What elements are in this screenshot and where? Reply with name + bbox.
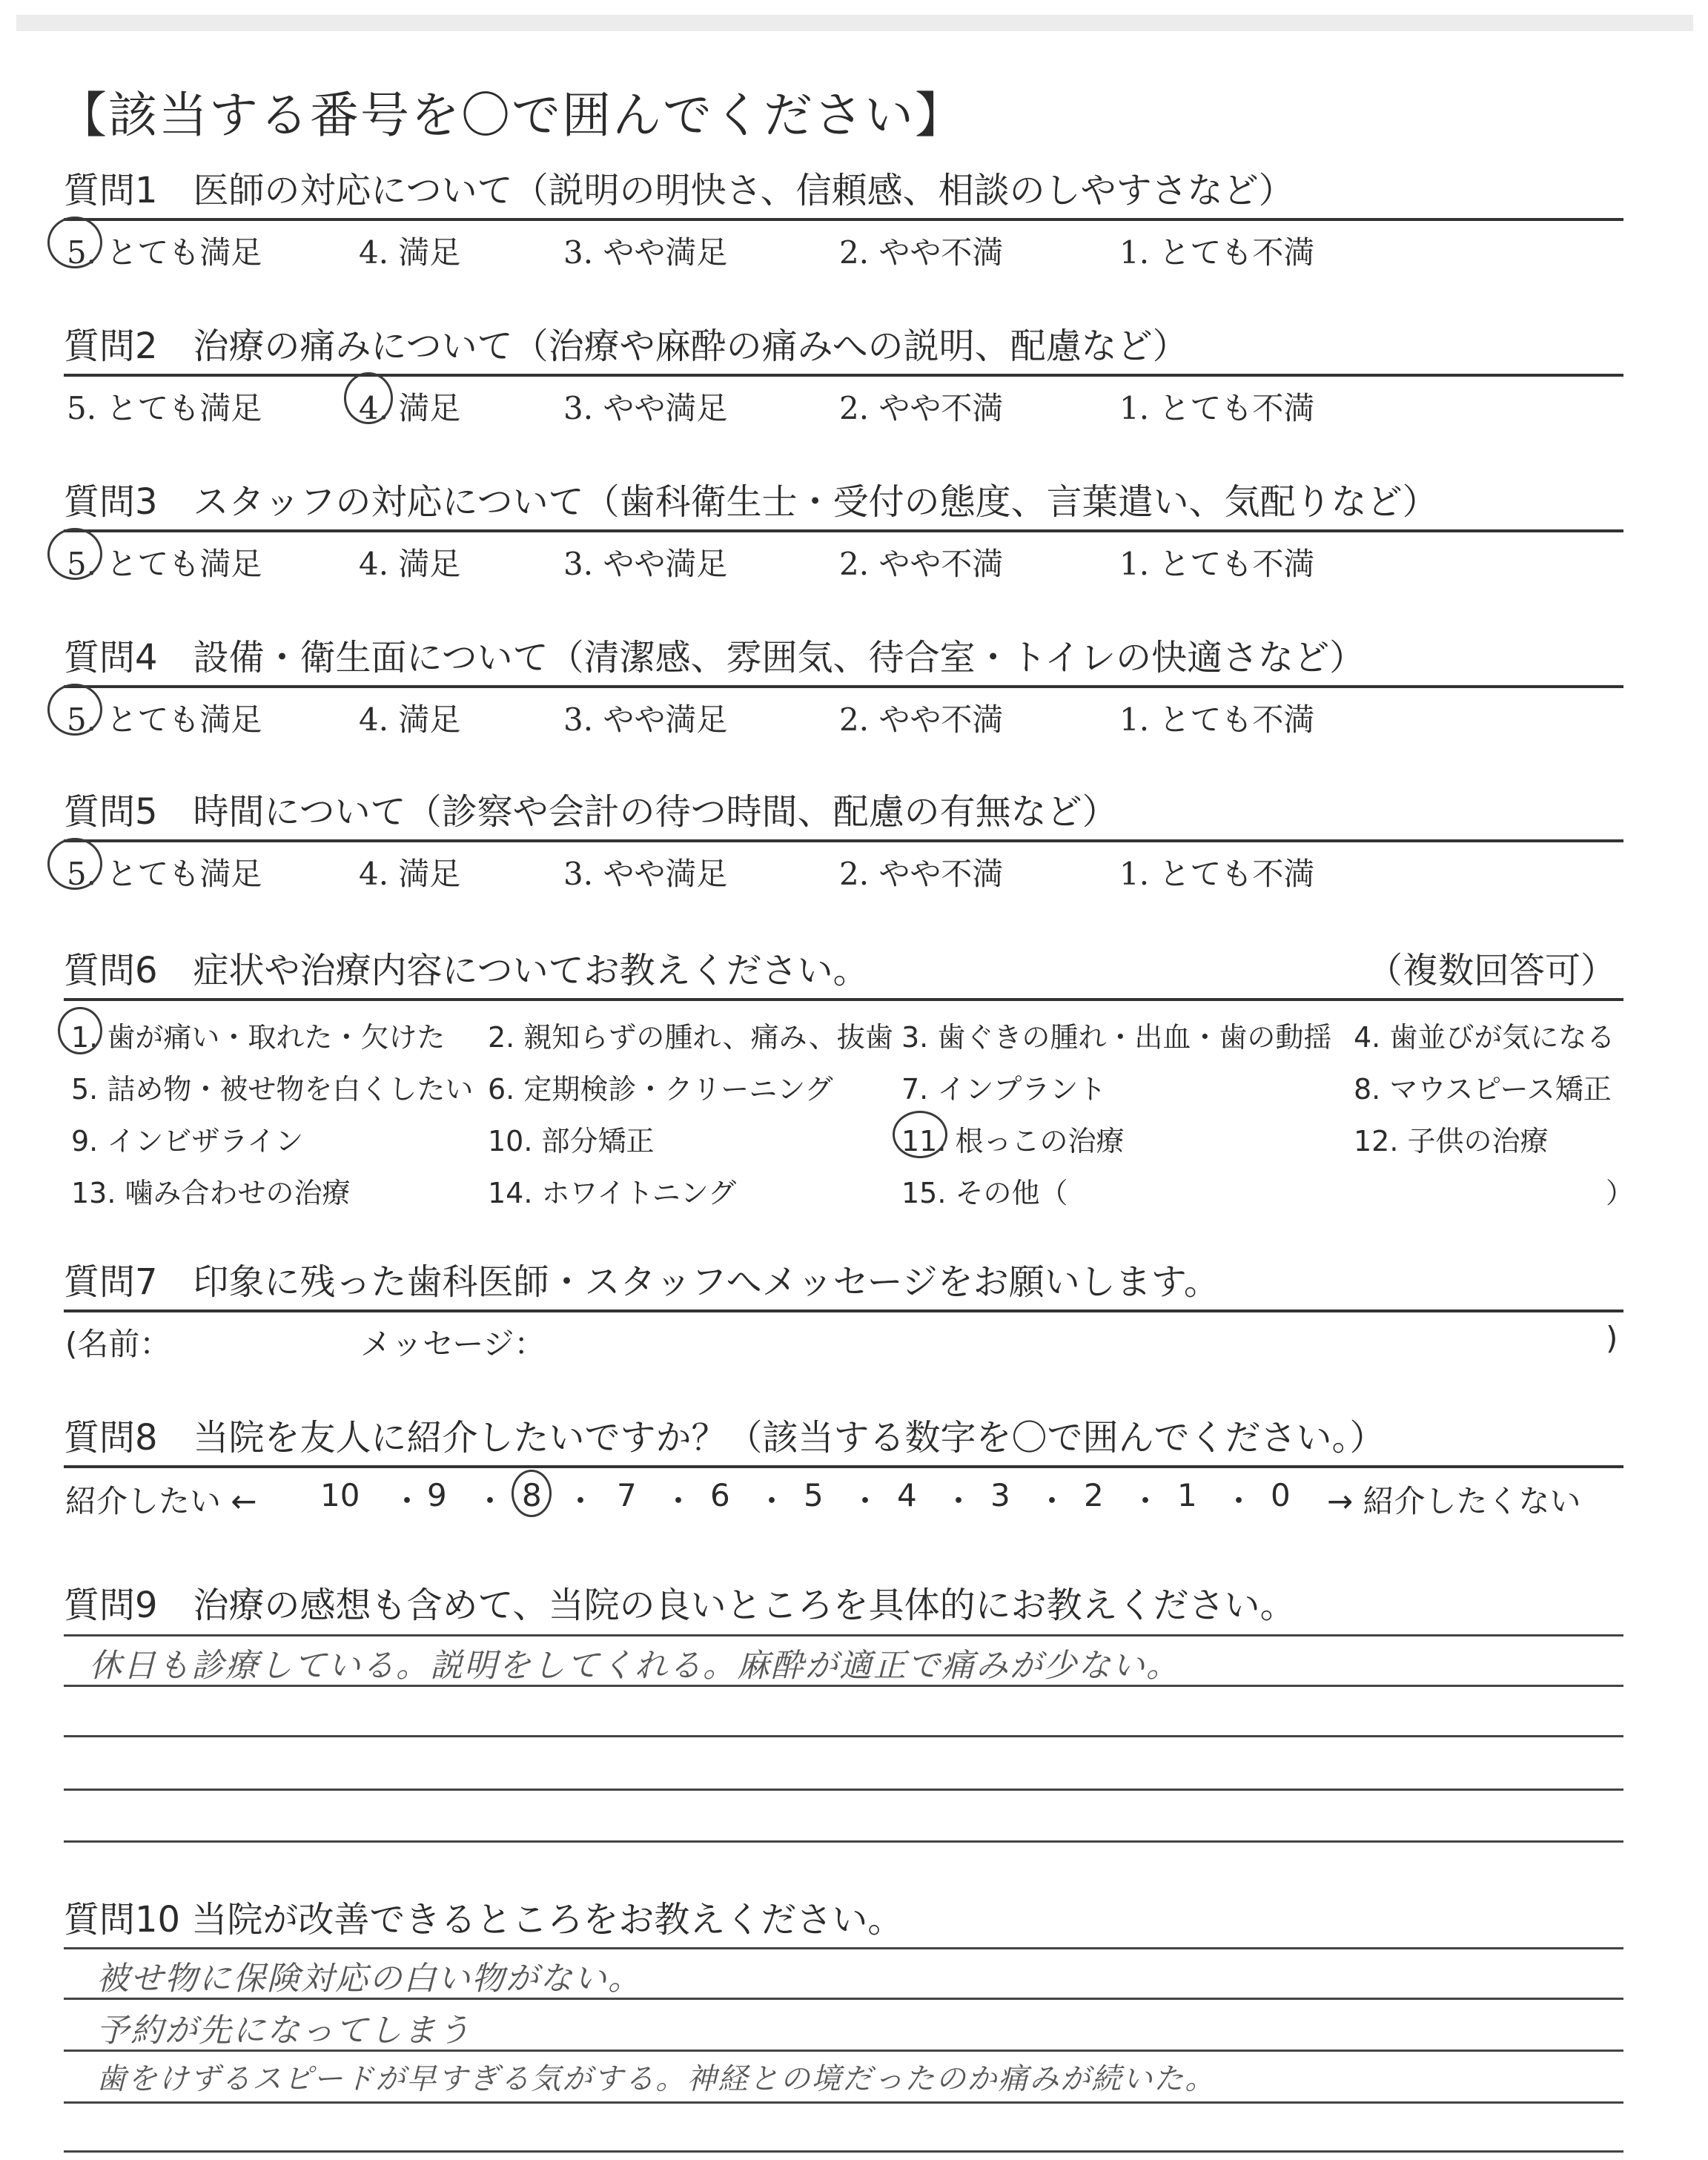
circle-mark xyxy=(47,684,102,736)
handwritten-answer: 被せ物に保険対応の白い物がない。 xyxy=(96,1960,642,1998)
option-5[interactable]: 5. とても満足 xyxy=(67,390,262,426)
circle-mark xyxy=(512,1470,552,1517)
question-title: 質問2 治療の痛みについて（治療や麻酔の痛みへの説明、配慮など） xyxy=(64,326,1188,367)
circle-mark xyxy=(58,1007,102,1054)
answer-line xyxy=(64,2050,1623,2052)
message-label: メッセージ： xyxy=(360,1326,546,1362)
question-title: 質問3 スタッフの対応について（歯科衛生士・受付の態度、言葉遣い、気配りなど） xyxy=(64,481,1438,523)
question-6 xyxy=(64,945,1635,1216)
symptom-13[interactable]: 13. 噛み合わせの治療 xyxy=(71,1177,351,1209)
message-close: ) xyxy=(1606,1320,1618,1356)
question-title: 質問5 時間について（診察や会計の待つ時間、配慮の有無など） xyxy=(64,791,1118,833)
question-title: 質問1 医師の対応について（説明の明快さ、信頼感、相談のしやすさなど） xyxy=(64,170,1294,211)
scale-8[interactable]: 8 xyxy=(522,1477,542,1513)
answer-line xyxy=(64,1789,1623,1791)
scale-7[interactable]: 7 xyxy=(617,1477,637,1513)
form-heading: 【該当する番号を〇で囲んでください】 xyxy=(58,87,965,144)
symptom-options xyxy=(64,1001,1635,1216)
symptom-8[interactable]: 8. マウスピース矯正 xyxy=(1354,1073,1612,1106)
answer-line xyxy=(64,1998,1623,2000)
circle-mark xyxy=(47,528,102,580)
answer-line xyxy=(64,2150,1623,2153)
symptom-15-close: ） xyxy=(1606,1177,1635,1209)
symptom-7[interactable]: 7. インプラント xyxy=(901,1073,1107,1106)
option-1[interactable]: 1. とても不満 xyxy=(1119,856,1315,892)
question-7 xyxy=(64,1256,1623,1366)
scale-3[interactable]: 3 xyxy=(990,1477,1010,1513)
handwritten-answer: 予約が先になってしまう xyxy=(96,2012,471,2050)
symptom-1[interactable]: 1. 歯が痛い・取れた・欠けた xyxy=(71,1021,446,1054)
symptom-5[interactable]: 5. 詰め物・被せ物を白くしたい xyxy=(71,1073,474,1106)
question-title: 質問10 当院が改善できるところをお教えください。 xyxy=(64,1899,904,1941)
scale-4[interactable]: 4 xyxy=(897,1477,917,1513)
option-2[interactable]: 2. やや不満 xyxy=(839,701,1004,738)
symptom-4[interactable]: 4. 歯並びが気になる xyxy=(1354,1021,1615,1054)
answer-line xyxy=(64,1634,1623,1636)
question-5 xyxy=(64,786,1623,896)
symptom-9[interactable]: 9. インビザライン xyxy=(71,1125,304,1157)
option-3[interactable]: 3. やや満足 xyxy=(563,546,728,582)
question-title: 質問7 印象に残った歯科医師・スタッフへメッセージをお願いします。 xyxy=(64,1261,1219,1303)
option-2[interactable]: 2. やや不満 xyxy=(839,856,1004,892)
symptom-15[interactable]: 15. その他（ xyxy=(901,1177,1068,1209)
option-5[interactable]: 5. とても満足 xyxy=(67,856,262,892)
circle-mark xyxy=(893,1111,947,1158)
circle-mark xyxy=(344,372,393,424)
symptom-6[interactable]: 6. 定期検診・クリーニング xyxy=(488,1073,833,1106)
answer-line xyxy=(64,2101,1623,2104)
question-2 xyxy=(64,320,1623,430)
symptom-12[interactable]: 12. 子供の治療 xyxy=(1354,1125,1549,1157)
option-5[interactable]: 5. とても満足 xyxy=(67,701,262,738)
option-5[interactable]: 5. とても満足 xyxy=(67,546,262,582)
circle-mark xyxy=(47,217,102,268)
rating-options xyxy=(64,532,1623,586)
option-3[interactable]: 3. やや満足 xyxy=(563,701,728,738)
question-title: 質問4 設備・衛生面について（清潔感、雰囲気、待合室・トイレの快適さなど） xyxy=(64,637,1366,678)
option-5[interactable]: 5. とても満足 xyxy=(67,234,262,271)
option-4[interactable]: 4. 満足 xyxy=(359,856,461,892)
option-2[interactable]: 2. やや不満 xyxy=(839,234,1004,271)
scale-10[interactable]: 10 xyxy=(320,1477,360,1513)
option-3[interactable]: 3. やや満足 xyxy=(563,234,728,271)
question-1 xyxy=(64,165,1623,274)
rating-options xyxy=(64,377,1623,430)
symptom-14[interactable]: 14. ホワイトニング xyxy=(488,1177,737,1209)
name-label: (名前： xyxy=(65,1326,171,1362)
question-10 xyxy=(64,1894,1623,1946)
symptom-3[interactable]: 3. 歯ぐきの腫れ・出血・歯の動揺 xyxy=(901,1021,1332,1054)
handwritten-answer: 歯をけずるスピードが早すぎる気がする。神経との境だったのか痛みが続いた。 xyxy=(96,2062,1217,2096)
option-4[interactable]: 4. 満足 xyxy=(359,390,461,426)
multi-answer-note: （複数回答可） xyxy=(1366,950,1616,991)
option-1[interactable]: 1. とても不満 xyxy=(1119,234,1315,271)
handwritten-answer: 休日も診療している。説明をしてくれる。麻酔が適正で痛みが少ない。 xyxy=(89,1647,1180,1685)
question-8 xyxy=(64,1412,1623,1522)
scale-9[interactable]: 9 xyxy=(427,1477,447,1513)
option-3[interactable]: 3. やや満足 xyxy=(563,390,728,426)
option-4[interactable]: 4. 満足 xyxy=(359,546,461,582)
scale-6[interactable]: 6 xyxy=(710,1477,730,1513)
rating-options xyxy=(64,221,1623,274)
circle-mark xyxy=(47,838,102,890)
question-title: 質問9 治療の感想も含めて、当院の良いところを具体的にお教えください。 xyxy=(64,1585,1296,1626)
answer-line xyxy=(64,1685,1623,1687)
answer-line xyxy=(64,1840,1623,1843)
option-3[interactable]: 3. やや満足 xyxy=(563,856,728,892)
question-4 xyxy=(64,632,1623,742)
answer-line xyxy=(64,1735,1623,1737)
recommend-scale: 紹介したい ← 10 ・ 9 ・ 8 ・ 7 ・ 6 ・ 5 ・ 4 ・ 3 ・ 2 ・ 1 ・ 0 → 紹介したくない xyxy=(64,1468,1623,1522)
scale-left-label: 紹介したい ← xyxy=(65,1483,257,1519)
symptom-10[interactable]: 10. 部分矯正 xyxy=(488,1125,655,1157)
option-1[interactable]: 1. とても不満 xyxy=(1119,546,1315,582)
question-title: 質問8 当院を友人に紹介したいですか？（該当する数字を〇で囲んでください。） xyxy=(64,1417,1386,1459)
symptom-11[interactable]: 11. 根っこの治療 xyxy=(901,1125,1125,1157)
answer-line xyxy=(64,1947,1623,1949)
question-9 xyxy=(64,1579,1623,1631)
scan-edge xyxy=(16,15,1693,31)
option-2[interactable]: 2. やや不満 xyxy=(839,546,1004,582)
scale-right-label: → 紹介したくない xyxy=(1327,1483,1581,1519)
scale-5[interactable]: 5 xyxy=(804,1477,824,1513)
option-1[interactable]: 1. とても不満 xyxy=(1119,701,1315,738)
rating-options xyxy=(64,688,1623,742)
option-1[interactable]: 1. とても不満 xyxy=(1119,390,1315,426)
scale-1[interactable]: 1 xyxy=(1177,1477,1197,1513)
question-title: 質問6 症状や治療内容についてお教えください。 xyxy=(64,950,869,991)
scale-0[interactable]: 0 xyxy=(1271,1477,1291,1513)
rating-options xyxy=(64,842,1623,896)
option-2[interactable]: 2. やや不満 xyxy=(839,390,1004,426)
question-3 xyxy=(64,476,1623,586)
scale-2[interactable]: 2 xyxy=(1084,1477,1104,1513)
symptom-2[interactable]: 2. 親知らずの腫れ、痛み、抜歯 xyxy=(488,1021,893,1054)
option-4[interactable]: 4. 満足 xyxy=(359,234,461,271)
option-4[interactable]: 4. 満足 xyxy=(359,701,461,738)
